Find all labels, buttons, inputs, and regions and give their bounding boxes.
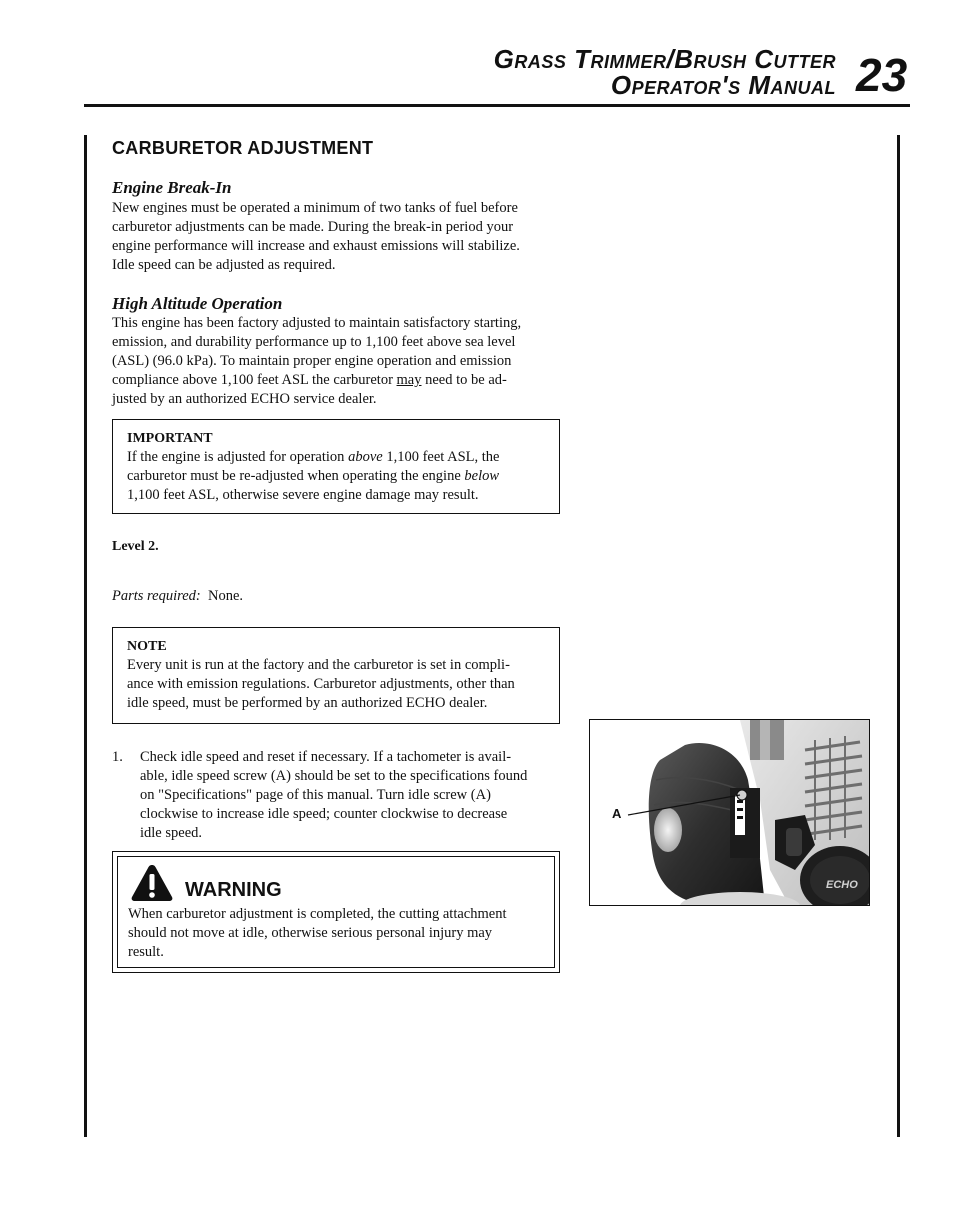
emphasis: above bbox=[348, 449, 383, 465]
break-in-paragraph bbox=[112, 199, 562, 275]
text-line: ance with emission regulations. Carburetor adjustments, other than bbox=[127, 676, 515, 692]
section-title: CARBURETOR ADJUSTMENT bbox=[112, 138, 374, 158]
text-line: emission, and durability performance up to 1,100 feet above sea level bbox=[112, 334, 516, 350]
manual-title-line-2: Operator's Manual bbox=[610, 70, 836, 100]
manual-title bbox=[494, 46, 836, 98]
text-fragment: carburetor must be re-adjusted when operating the engine bbox=[127, 468, 465, 484]
high-altitude-heading: High Altitude Operation bbox=[112, 294, 283, 313]
text-line: idle speed, must be performed by an authorized ECHO dealer. bbox=[127, 695, 488, 711]
text-fragment: compliance above 1,100 feet ASL the carburetor bbox=[112, 372, 397, 388]
warning-text bbox=[128, 905, 506, 962]
underlined-word: may bbox=[396, 372, 422, 388]
text-line: New engines must be operated a minimum of two tanks of fuel before bbox=[112, 200, 518, 216]
warning-triangle-icon bbox=[130, 863, 174, 903]
text-line: idle speed. bbox=[140, 825, 203, 841]
text-line: When carburetor adjustment is completed, the cutting attachment bbox=[128, 906, 507, 922]
text-line: 1,100 feet ASL, otherwise severe engine damage may result. bbox=[127, 487, 479, 503]
skill-level: Level 2. bbox=[112, 539, 159, 554]
step-number: 1. bbox=[112, 749, 123, 765]
text-line: result. bbox=[128, 944, 164, 960]
text-line: able, idle speed screw (A) should be set to the specifications found bbox=[140, 768, 528, 784]
text-line: clockwise to increase idle speed; counter clockwise to decrease bbox=[140, 806, 508, 822]
warning-inner-border bbox=[117, 856, 555, 968]
parts-label: Parts required: bbox=[112, 588, 201, 604]
text-line: Every unit is run at the factory and the carburetor is set in compli- bbox=[127, 657, 510, 673]
header-rule bbox=[84, 104, 910, 107]
text-fragment: If the engine is adjusted for operation bbox=[127, 449, 349, 465]
emphasis: below bbox=[464, 468, 500, 484]
warning-box bbox=[112, 851, 560, 973]
text-line bbox=[127, 467, 545, 486]
text-line bbox=[127, 448, 545, 467]
right-margin-rule bbox=[897, 135, 900, 1137]
callout-label-a: A bbox=[612, 806, 622, 821]
manual-title-line-1: Grass Trimmer/Brush Cutter bbox=[493, 44, 836, 74]
carburetor-photo bbox=[589, 719, 870, 906]
brand-mark: ECHO bbox=[826, 879, 858, 891]
text-fragment: need to be ad- bbox=[421, 372, 507, 388]
text-line: should not move at idle, otherwise serious personal injury may bbox=[128, 925, 493, 941]
important-title: IMPORTANT bbox=[127, 431, 213, 446]
high-altitude-paragraph bbox=[112, 314, 562, 409]
text-line: engine performance will increase and exhaust emissions will stabilize. bbox=[112, 238, 520, 254]
page-number: 23 bbox=[856, 49, 908, 101]
text-line: (ASL) (96.0 kPa). To maintain proper engine operation and emission bbox=[112, 353, 512, 369]
text-line: on "Specifications" page of this manual. Turn idle screw (A) bbox=[140, 787, 491, 803]
important-box bbox=[112, 419, 560, 514]
text-line bbox=[112, 371, 562, 390]
text-line: carburetor adjustments can be made. During the break-in period your bbox=[112, 219, 514, 235]
text-line: This engine has been factory adjusted to maintain satisfactory starting, bbox=[112, 315, 522, 331]
note-title: NOTE bbox=[127, 639, 167, 654]
parts-value: None. bbox=[208, 588, 244, 604]
warning-title: WARNING bbox=[185, 879, 282, 901]
text-line: justed by an authorized ECHO service dealer. bbox=[112, 391, 377, 407]
parts-required bbox=[112, 588, 243, 605]
engine-illustration bbox=[590, 720, 870, 906]
text-fragment: 1,100 feet ASL, the bbox=[382, 449, 500, 465]
step-body bbox=[140, 748, 527, 843]
break-in-heading: Engine Break-In bbox=[112, 178, 232, 197]
note-box bbox=[112, 627, 560, 724]
text-line: Check idle speed and reset if necessary. If a tachometer is avail- bbox=[140, 749, 512, 765]
text-line: Idle speed can be adjusted as required. bbox=[112, 257, 336, 273]
left-margin-rule bbox=[84, 135, 87, 1137]
